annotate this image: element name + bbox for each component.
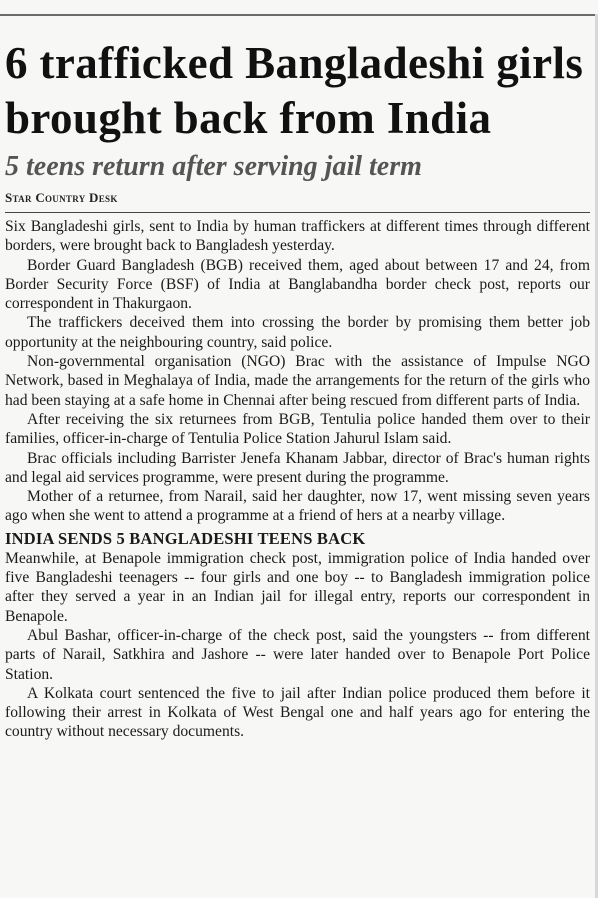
paragraph: Six Bangladeshi girls, sent to India by human traffickers at different times through different borders, were brought back to Bangladesh yesterday. — [5, 218, 590, 255]
divider — [5, 212, 590, 213]
paragraph: Border Guard Bangladesh (BGB) received them, aged about between 17 and 24, from Border Security Force (BSF) of India at Banglabandha border check post, reports our correspondent in Thakurgaon. — [5, 256, 590, 313]
subheadline: 5 teens return after serving jail term — [5, 151, 422, 182]
section-heading: INDIA SENDS 5 BANGLADESHI TEENS BACK — [5, 528, 366, 548]
paragraph: A Kolkata court sentenced the five to jail after Indian police produced them before it following their arrest in Kolkata of West Bengal one and half years ago for entering the country without necessary documents. — [5, 684, 590, 741]
paragraph: Brac officials including Barrister Jenefa Khanam Jabbar, director of Brac's human rights and legal aid services programme, were present during the programme. — [5, 449, 590, 486]
paragraph: The traffickers deceived them into crossing the border by promising them better job opportunity at the neighbouring country, said police. — [5, 314, 590, 351]
news-article — [5, 36, 590, 742]
top-rule — [0, 14, 598, 16]
paragraph: Meanwhile, at Benapole immigration check post, immigration police of India handed over five Bangladeshi teenagers -- four girls and one boy -- to Bangladesh immigration police after they served a year in an Indian jail for illegal entry, reports our correspondent in Benapole. — [5, 549, 590, 625]
paragraph: Abul Bashar, officer-in-charge of the check post, said the youngsters -- from different parts of Narail, Satkhira and Jashore -- were later handed over to Benapole Port Police Station. — [5, 626, 590, 683]
paragraph: Mother of a returnee, from Narail, said her daughter, now 17, went missing seven years ago when she went to attend a programme at a friend of hers at a nearby village. — [5, 488, 590, 525]
byline: Star Country Desk — [5, 190, 118, 205]
paragraph: Non-governmental organisation (NGO) Brac with the assistance of Impulse NGO Network, based in Meghalaya of India, made the arrangements for the return of the girls who had been staying at a safe home in Chennai after being rescued from different parts of India. — [5, 353, 590, 409]
headline: 6 trafficked Bangladeshi girls brought back from India — [5, 38, 584, 143]
article-body — [5, 217, 590, 742]
paragraph: After receiving the six returnees from BGB, Tentulia police handed them over to their families, officer-in-charge of Tentulia Police Station Jahurul Islam said. — [5, 410, 590, 448]
